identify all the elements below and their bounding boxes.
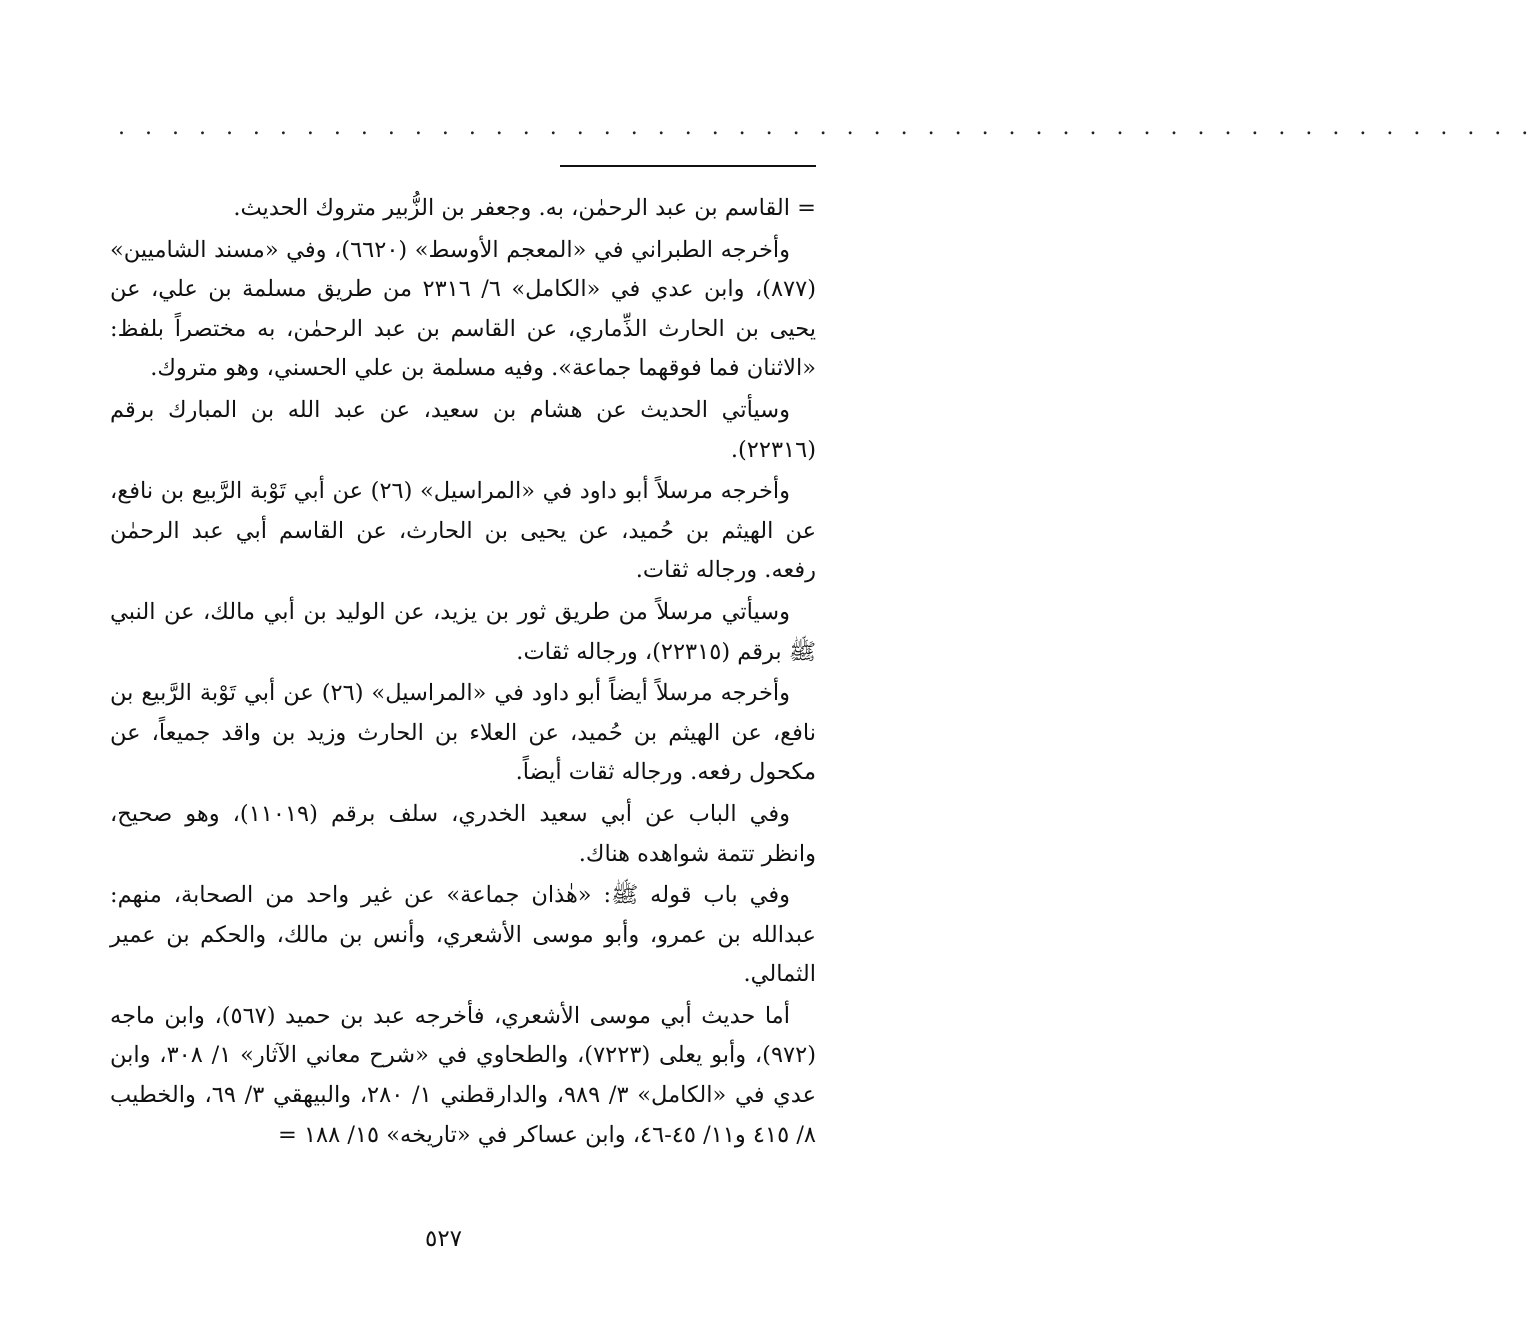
footnote-separator-rule <box>560 165 816 167</box>
footnote-paragraph: وسيأتي الحديث عن هشام بن سعيد، عن عبد الله بن المبارك برقم (٢٢٣١٦). <box>110 396 816 463</box>
footnote-paragraph: = القاسم بن عبد الرحمٰن، به. وجعفر بن الزُّبير متروك الحديث. <box>233 195 816 221</box>
footnote-paragraph: وفي الباب عن أبي سعيد الخدري، سلف برقم (١١٠١٩)، وهو صحيح، وانظر تتمة شواهده هناك. <box>110 800 816 867</box>
page-number: ٥٢٧ <box>424 1226 463 1252</box>
footnote-paragraph: وأخرجه مرسلاً أيضاً أبو داود في «المراسيل» (٢٦) عن أبي تَوْبة الرَّبيع بن نافع، عن الهيثم بن حُميد، عن العلاء بن الحارث وزيد بن واقد جميعاً، عن مكحول رفعه. ورجاله ثقات أيضاً. <box>110 680 816 786</box>
header-dots-line: . . . . . . . . . . . . . . . . . . . . . . . . . . . . . . . . . . . . . . . . . . . . . . . . . . . . . <box>118 115 1535 140</box>
footnote-paragraph: أما حديث أبي موسى الأشعري، فأخرجه عبد بن حميد (٥٦٧)، وابن ماجه (٩٧٢)، وأبو يعلى (٧٢٢٣)، والطحاوي في «شرح معاني الآثار» ١/ ٣٠٨، وابن عدي في «الكامل» ٣/ ٩٨٩، والدارقطني ١/ ٢٨٠، والبيهقي ٣/ ٦٩، والخطيب ٨/ ٤١٥ و١١/ ٤٥-٤٦، وابن عساكر في «تاريخه» ١٥/ ١٨٨ = <box>110 1002 817 1148</box>
footnotes-body <box>110 189 816 1157</box>
footnote-paragraph: وأخرجه الطبراني في «المعجم الأوسط» (٦٦٢٠)، وفي «مسند الشاميين» (٨٧٧)، وابن عدي في «الكامل» ٦/ ٢٣١٦ من طريق مسلمة بن علي، عن يحيى بن الحارث الذِّماري، عن القاسم بن عبد الرحمٰن، به مختصراً بلفظ: «الاثنان فما فوقهما جماعة». وفيه مسلمة بن علي الحسني، وهو متروك. <box>110 236 816 382</box>
footnote-paragraph: وفي باب قوله ﷺ: «هٰذان جماعة» عن غير واحد من الصحابة، منهم: عبدالله بن عمرو، وأبو موسى الأشعري، وأنس بن مالك، والحكم بن عمير الثمالي. <box>110 882 816 988</box>
footnote-paragraph: وسيأتي مرسلاً من طريق ثور بن يزيد، عن الوليد بن أبي مالك، عن النبي ﷺ برقم (٢٢٣١٥)، ورجاله ثقات. <box>110 598 816 665</box>
footnote-paragraph: وأخرجه مرسلاً أبو داود في «المراسيل» (٢٦) عن أبي تَوْبة الرَّبيع بن نافع، عن الهيثم بن حُميد، عن يحيى بن الحارث، عن القاسم أبي عبد الرحمٰن رفعه. ورجاله ثقات. <box>110 478 816 584</box>
